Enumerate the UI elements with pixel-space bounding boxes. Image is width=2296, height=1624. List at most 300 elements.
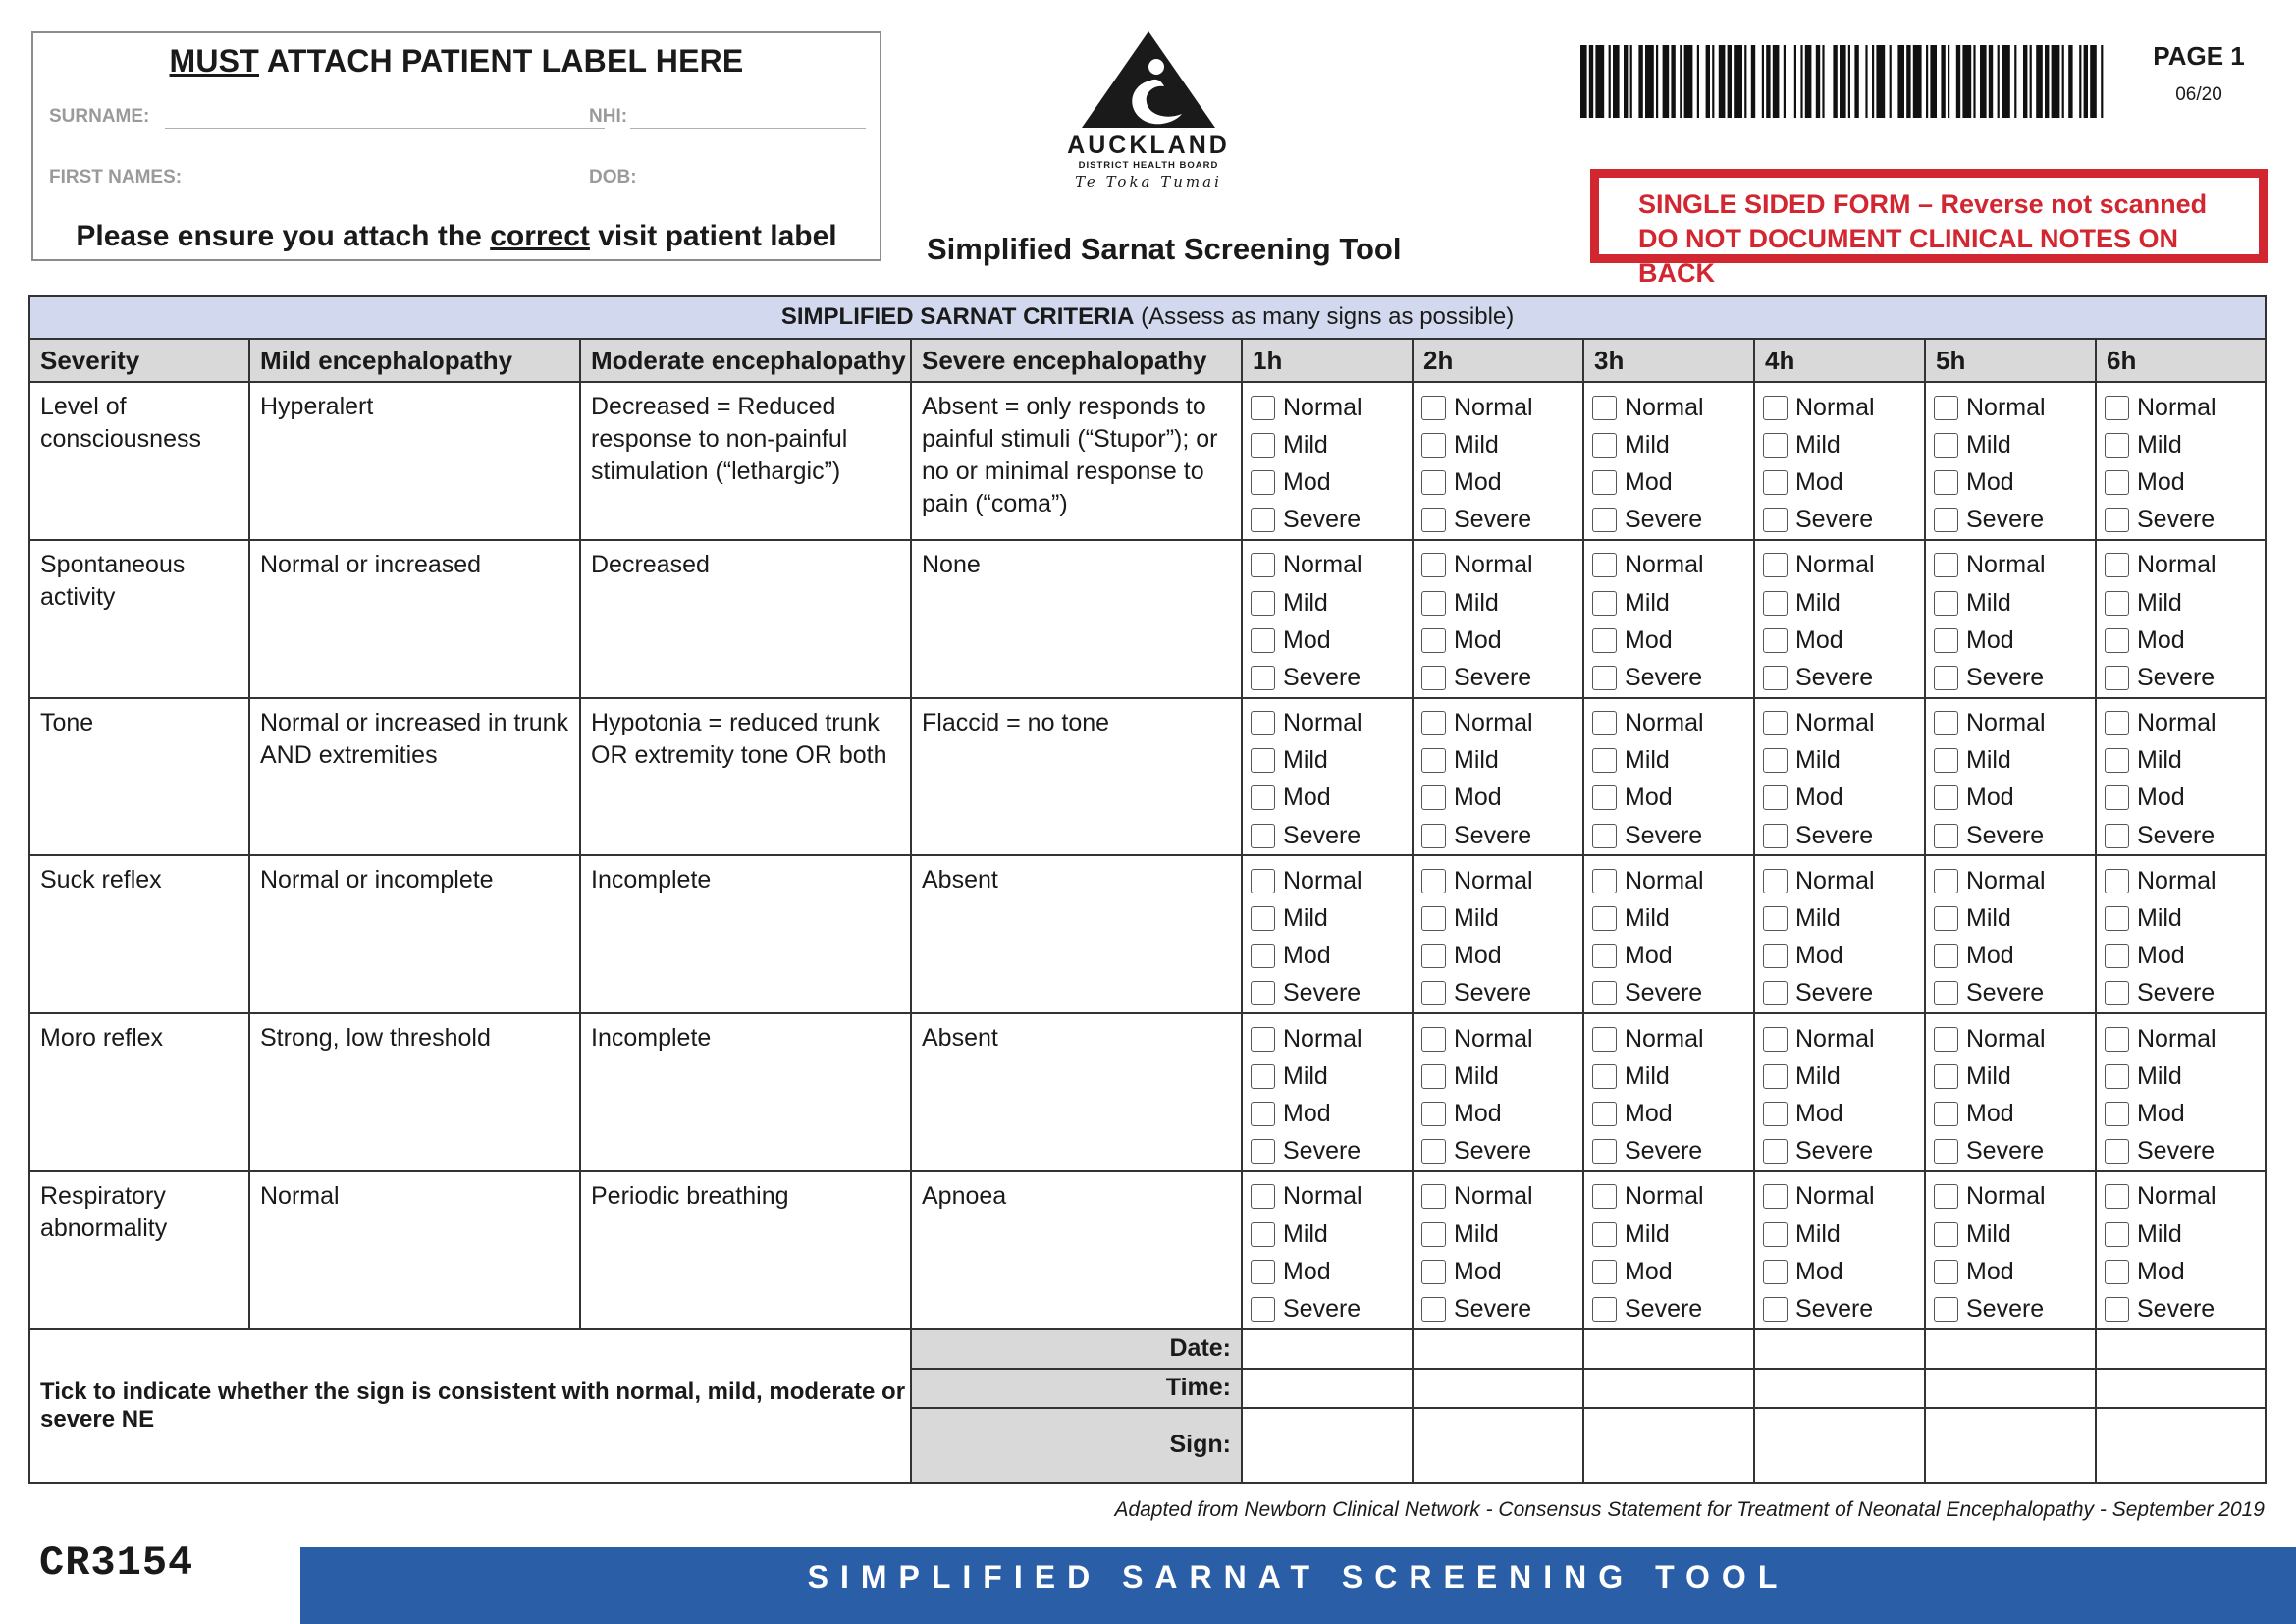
option-normal[interactable] <box>1763 389 1924 426</box>
checkbox[interactable] <box>2105 711 2129 735</box>
checkbox[interactable] <box>1763 628 1788 653</box>
option-mild[interactable] <box>1251 1216 1412 1253</box>
option-normal[interactable] <box>1421 862 1582 899</box>
checkbox[interactable] <box>1934 785 1958 810</box>
option-mild[interactable] <box>1592 426 1753 463</box>
option-mild[interactable] <box>1592 584 1753 622</box>
surname-field[interactable] <box>165 128 605 129</box>
checkbox[interactable] <box>1421 470 1446 495</box>
checkbox[interactable] <box>1763 748 1788 773</box>
checkbox[interactable] <box>1421 553 1446 577</box>
checkbox[interactable] <box>1592 628 1617 653</box>
option-mild[interactable] <box>2105 1216 2265 1253</box>
option-normal[interactable] <box>2105 862 2265 899</box>
checkbox[interactable] <box>1421 1139 1446 1164</box>
option-mild[interactable] <box>2105 1057 2265 1095</box>
option-mild[interactable] <box>1763 1057 1924 1095</box>
option-mod[interactable] <box>1934 463 2095 501</box>
checkbox[interactable] <box>1251 553 1275 577</box>
checkbox[interactable] <box>1251 824 1275 848</box>
option-severe[interactable] <box>1421 975 1582 1012</box>
option-mod[interactable] <box>1592 463 1753 501</box>
checkbox[interactable] <box>1421 1297 1446 1322</box>
option-severe[interactable] <box>1592 502 1753 539</box>
option-severe[interactable] <box>1763 975 1924 1012</box>
checkbox[interactable] <box>1934 869 1958 893</box>
checkbox[interactable] <box>1592 944 1617 968</box>
option-mod[interactable] <box>1421 463 1582 501</box>
checkbox[interactable] <box>1421 508 1446 532</box>
checkbox[interactable] <box>2105 396 2129 420</box>
checkbox[interactable] <box>2105 1102 2129 1126</box>
option-severe[interactable] <box>1934 1290 2095 1327</box>
sign-input-cell[interactable] <box>1242 1408 1413 1483</box>
option-severe[interactable] <box>1592 1290 1753 1327</box>
checkbox[interactable] <box>1251 1260 1275 1284</box>
checkbox[interactable] <box>1934 508 1958 532</box>
option-mod[interactable] <box>1251 1095 1412 1132</box>
checkbox[interactable] <box>2105 748 2129 773</box>
option-normal[interactable] <box>1763 547 1924 584</box>
option-mod[interactable] <box>1251 463 1412 501</box>
checkbox[interactable] <box>1934 906 1958 931</box>
checkbox[interactable] <box>1592 981 1617 1005</box>
option-mod[interactable] <box>2105 1253 2265 1290</box>
option-severe[interactable] <box>1763 817 1924 854</box>
option-severe[interactable] <box>2105 975 2265 1012</box>
option-severe[interactable] <box>1763 659 1924 696</box>
option-mod[interactable] <box>1421 780 1582 817</box>
option-mild[interactable] <box>1592 742 1753 780</box>
option-mod[interactable] <box>1592 938 1753 975</box>
checkbox[interactable] <box>1934 711 1958 735</box>
option-normal[interactable] <box>1934 389 2095 426</box>
checkbox[interactable] <box>1251 1102 1275 1126</box>
option-mild[interactable] <box>1421 426 1582 463</box>
checkbox[interactable] <box>2105 906 2129 931</box>
checkbox[interactable] <box>2105 785 2129 810</box>
checkbox[interactable] <box>1251 396 1275 420</box>
option-normal[interactable] <box>1934 705 2095 742</box>
checkbox[interactable] <box>1251 591 1275 616</box>
option-mod[interactable] <box>2105 622 2265 659</box>
checkbox[interactable] <box>2105 553 2129 577</box>
checkbox[interactable] <box>1934 433 1958 458</box>
option-normal[interactable] <box>1421 389 1582 426</box>
option-mod[interactable] <box>1763 463 1924 501</box>
checkbox[interactable] <box>1763 433 1788 458</box>
date-input-cell[interactable] <box>1925 1329 2096 1369</box>
checkbox[interactable] <box>1251 1184 1275 1209</box>
checkbox[interactable] <box>1421 396 1446 420</box>
checkbox[interactable] <box>1934 1260 1958 1284</box>
checkbox[interactable] <box>2105 1064 2129 1089</box>
checkbox[interactable] <box>1251 944 1275 968</box>
sign-input-cell[interactable] <box>1925 1408 2096 1483</box>
checkbox[interactable] <box>2105 470 2129 495</box>
option-mod[interactable] <box>1592 780 1753 817</box>
checkbox[interactable] <box>1592 1297 1617 1322</box>
checkbox[interactable] <box>1251 470 1275 495</box>
checkbox[interactable] <box>1592 1260 1617 1284</box>
option-normal[interactable] <box>1592 1178 1753 1216</box>
option-mild[interactable] <box>1592 1057 1753 1095</box>
option-mod[interactable] <box>1934 938 2095 975</box>
checkbox[interactable] <box>2105 1139 2129 1164</box>
checkbox[interactable] <box>1592 711 1617 735</box>
option-severe[interactable] <box>1763 1133 1924 1170</box>
checkbox[interactable] <box>1592 1139 1617 1164</box>
option-normal[interactable] <box>1251 705 1412 742</box>
option-mod[interactable] <box>1934 1253 2095 1290</box>
option-mod[interactable] <box>1763 622 1924 659</box>
option-normal[interactable] <box>2105 389 2265 426</box>
option-severe[interactable] <box>1421 502 1582 539</box>
time-input-cell[interactable] <box>1583 1369 1754 1408</box>
option-mild[interactable] <box>1251 742 1412 780</box>
checkbox[interactable] <box>1934 1297 1958 1322</box>
checkbox[interactable] <box>1251 785 1275 810</box>
checkbox[interactable] <box>1251 1139 1275 1164</box>
checkbox[interactable] <box>1934 470 1958 495</box>
option-normal[interactable] <box>1421 705 1582 742</box>
option-severe[interactable] <box>1251 817 1412 854</box>
checkbox[interactable] <box>2105 1297 2129 1322</box>
option-severe[interactable] <box>2105 1290 2265 1327</box>
option-normal[interactable] <box>1763 1178 1924 1216</box>
option-severe[interactable] <box>1763 1290 1924 1327</box>
time-input-cell[interactable] <box>1754 1369 1925 1408</box>
option-normal[interactable] <box>1934 1020 2095 1057</box>
checkbox[interactable] <box>1251 1064 1275 1089</box>
date-input-cell[interactable] <box>1242 1329 1413 1369</box>
option-mild[interactable] <box>1251 584 1412 622</box>
checkbox[interactable] <box>1763 1064 1788 1089</box>
checkbox[interactable] <box>1592 906 1617 931</box>
option-mild[interactable] <box>1251 1057 1412 1095</box>
checkbox[interactable] <box>1592 470 1617 495</box>
option-mild[interactable] <box>2105 899 2265 937</box>
option-severe[interactable] <box>1934 502 2095 539</box>
checkbox[interactable] <box>1763 906 1788 931</box>
checkbox[interactable] <box>1592 591 1617 616</box>
checkbox[interactable] <box>1421 1064 1446 1089</box>
checkbox[interactable] <box>1934 944 1958 968</box>
option-mild[interactable] <box>1763 584 1924 622</box>
checkbox[interactable] <box>1763 666 1788 690</box>
option-mild[interactable] <box>1592 1216 1753 1253</box>
checkbox[interactable] <box>1421 628 1446 653</box>
checkbox[interactable] <box>1421 869 1446 893</box>
checkbox[interactable] <box>2105 1260 2129 1284</box>
option-severe[interactable] <box>1421 1290 1582 1327</box>
checkbox[interactable] <box>1592 666 1617 690</box>
checkbox[interactable] <box>1934 396 1958 420</box>
checkbox[interactable] <box>2105 508 2129 532</box>
option-normal[interactable] <box>1251 1020 1412 1057</box>
checkbox[interactable] <box>1592 1184 1617 1209</box>
checkbox[interactable] <box>1763 981 1788 1005</box>
checkbox[interactable] <box>2105 869 2129 893</box>
date-input-cell[interactable] <box>2096 1329 2266 1369</box>
option-mild[interactable] <box>1251 899 1412 937</box>
checkbox[interactable] <box>1421 1027 1446 1052</box>
checkbox[interactable] <box>1934 628 1958 653</box>
checkbox[interactable] <box>1763 1297 1788 1322</box>
option-mild[interactable] <box>1934 1057 2095 1095</box>
option-severe[interactable] <box>2105 659 2265 696</box>
option-severe[interactable] <box>2105 502 2265 539</box>
option-mod[interactable] <box>1592 1253 1753 1290</box>
option-normal[interactable] <box>1934 862 2095 899</box>
option-mod[interactable] <box>1592 622 1753 659</box>
option-mild[interactable] <box>1592 899 1753 937</box>
option-mod[interactable] <box>1421 1095 1582 1132</box>
option-normal[interactable] <box>2105 1020 2265 1057</box>
option-mild[interactable] <box>1421 1057 1582 1095</box>
checkbox[interactable] <box>2105 1184 2129 1209</box>
option-mod[interactable] <box>1934 622 2095 659</box>
checkbox[interactable] <box>2105 628 2129 653</box>
option-mod[interactable] <box>1763 938 1924 975</box>
checkbox[interactable] <box>1934 1102 1958 1126</box>
option-mild[interactable] <box>1421 1216 1582 1253</box>
option-mod[interactable] <box>1421 938 1582 975</box>
option-mod[interactable] <box>2105 1095 2265 1132</box>
checkbox[interactable] <box>1763 824 1788 848</box>
nhi-field[interactable] <box>630 128 866 129</box>
option-mod[interactable] <box>2105 463 2265 501</box>
checkbox[interactable] <box>1421 433 1446 458</box>
checkbox[interactable] <box>1421 906 1446 931</box>
checkbox[interactable] <box>1592 1027 1617 1052</box>
date-input-cell[interactable] <box>1754 1329 1925 1369</box>
option-mod[interactable] <box>1592 1095 1753 1132</box>
checkbox[interactable] <box>1763 470 1788 495</box>
option-severe[interactable] <box>1592 659 1753 696</box>
checkbox[interactable] <box>1763 1102 1788 1126</box>
checkbox[interactable] <box>1763 396 1788 420</box>
checkbox[interactable] <box>2105 666 2129 690</box>
option-mod[interactable] <box>1251 1253 1412 1290</box>
option-severe[interactable] <box>1763 502 1924 539</box>
option-mod[interactable] <box>1421 1253 1582 1290</box>
checkbox[interactable] <box>1763 711 1788 735</box>
option-mod[interactable] <box>2105 780 2265 817</box>
option-mild[interactable] <box>1934 1216 2095 1253</box>
checkbox[interactable] <box>1251 981 1275 1005</box>
time-input-cell[interactable] <box>1925 1369 2096 1408</box>
sign-input-cell[interactable] <box>2096 1408 2266 1483</box>
checkbox[interactable] <box>1763 508 1788 532</box>
checkbox[interactable] <box>1763 944 1788 968</box>
sign-input-cell[interactable] <box>1754 1408 1925 1483</box>
checkbox[interactable] <box>1592 785 1617 810</box>
option-normal[interactable] <box>1251 547 1412 584</box>
checkbox[interactable] <box>1421 1222 1446 1247</box>
option-severe[interactable] <box>1934 1133 2095 1170</box>
checkbox[interactable] <box>1592 1102 1617 1126</box>
time-input-cell[interactable] <box>2096 1369 2266 1408</box>
checkbox[interactable] <box>1763 869 1788 893</box>
checkbox[interactable] <box>1251 628 1275 653</box>
checkbox[interactable] <box>1421 1184 1446 1209</box>
option-severe[interactable] <box>1592 1133 1753 1170</box>
option-normal[interactable] <box>1251 389 1412 426</box>
checkbox[interactable] <box>1421 1102 1446 1126</box>
checkbox[interactable] <box>1934 1222 1958 1247</box>
option-mild[interactable] <box>2105 584 2265 622</box>
checkbox[interactable] <box>1421 1260 1446 1284</box>
option-severe[interactable] <box>2105 817 2265 854</box>
option-normal[interactable] <box>2105 1178 2265 1216</box>
checkbox[interactable] <box>1421 944 1446 968</box>
option-normal[interactable] <box>1763 1020 1924 1057</box>
option-mild[interactable] <box>1763 899 1924 937</box>
checkbox[interactable] <box>1251 869 1275 893</box>
option-normal[interactable] <box>1421 547 1582 584</box>
checkbox[interactable] <box>1934 591 1958 616</box>
option-severe[interactable] <box>1934 975 2095 1012</box>
option-mod[interactable] <box>1251 622 1412 659</box>
checkbox[interactable] <box>1592 748 1617 773</box>
checkbox[interactable] <box>1421 748 1446 773</box>
option-normal[interactable] <box>1592 862 1753 899</box>
checkbox[interactable] <box>1763 1027 1788 1052</box>
option-normal[interactable] <box>1592 547 1753 584</box>
checkbox[interactable] <box>1934 553 1958 577</box>
checkbox[interactable] <box>1251 1297 1275 1322</box>
checkbox[interactable] <box>1421 666 1446 690</box>
checkbox[interactable] <box>1763 1139 1788 1164</box>
option-mod[interactable] <box>1251 938 1412 975</box>
checkbox[interactable] <box>1934 1184 1958 1209</box>
checkbox[interactable] <box>2105 981 2129 1005</box>
option-mod[interactable] <box>1763 1253 1924 1290</box>
checkbox[interactable] <box>2105 433 2129 458</box>
checkbox[interactable] <box>1592 1064 1617 1089</box>
checkbox[interactable] <box>2105 591 2129 616</box>
option-mild[interactable] <box>1421 899 1582 937</box>
option-mod[interactable] <box>2105 938 2265 975</box>
checkbox[interactable] <box>1934 1139 1958 1164</box>
option-normal[interactable] <box>1592 1020 1753 1057</box>
option-normal[interactable] <box>1251 862 1412 899</box>
sign-input-cell[interactable] <box>1583 1408 1754 1483</box>
option-severe[interactable] <box>1251 975 1412 1012</box>
option-normal[interactable] <box>2105 547 2265 584</box>
checkbox[interactable] <box>1251 666 1275 690</box>
checkbox[interactable] <box>1251 906 1275 931</box>
checkbox[interactable] <box>2105 1222 2129 1247</box>
option-normal[interactable] <box>1251 1178 1412 1216</box>
checkbox[interactable] <box>1934 748 1958 773</box>
checkbox[interactable] <box>1592 553 1617 577</box>
time-input-cell[interactable] <box>1242 1369 1413 1408</box>
option-mild[interactable] <box>1421 584 1582 622</box>
option-severe[interactable] <box>1592 817 1753 854</box>
option-severe[interactable] <box>1251 659 1412 696</box>
option-normal[interactable] <box>1421 1020 1582 1057</box>
checkbox[interactable] <box>1251 711 1275 735</box>
option-mild[interactable] <box>1763 426 1924 463</box>
checkbox[interactable] <box>1421 785 1446 810</box>
checkbox[interactable] <box>2105 1027 2129 1052</box>
option-severe[interactable] <box>1251 1133 1412 1170</box>
checkbox[interactable] <box>1251 508 1275 532</box>
checkbox[interactable] <box>1934 1027 1958 1052</box>
option-normal[interactable] <box>1934 547 2095 584</box>
date-input-cell[interactable] <box>1583 1329 1754 1369</box>
option-mild[interactable] <box>1934 899 2095 937</box>
option-mild[interactable] <box>1934 426 2095 463</box>
checkbox[interactable] <box>1934 666 1958 690</box>
option-normal[interactable] <box>1934 1178 2095 1216</box>
option-mod[interactable] <box>1421 622 1582 659</box>
option-mod[interactable] <box>1251 780 1412 817</box>
option-severe[interactable] <box>1251 1290 1412 1327</box>
option-mild[interactable] <box>1934 584 2095 622</box>
option-mild[interactable] <box>1934 742 2095 780</box>
option-severe[interactable] <box>1934 659 2095 696</box>
checkbox[interactable] <box>1251 748 1275 773</box>
time-input-cell[interactable] <box>1413 1369 1583 1408</box>
option-mod[interactable] <box>1934 780 2095 817</box>
checkbox[interactable] <box>1592 869 1617 893</box>
checkbox[interactable] <box>1592 396 1617 420</box>
checkbox[interactable] <box>1251 433 1275 458</box>
option-normal[interactable] <box>1592 389 1753 426</box>
option-normal[interactable] <box>1763 862 1924 899</box>
checkbox[interactable] <box>1592 508 1617 532</box>
date-input-cell[interactable] <box>1413 1329 1583 1369</box>
option-mild[interactable] <box>2105 742 2265 780</box>
checkbox[interactable] <box>1763 785 1788 810</box>
checkbox[interactable] <box>1592 824 1617 848</box>
checkbox[interactable] <box>1763 1260 1788 1284</box>
checkbox[interactable] <box>1421 981 1446 1005</box>
checkbox[interactable] <box>1251 1027 1275 1052</box>
option-severe[interactable] <box>1592 975 1753 1012</box>
option-normal[interactable] <box>1592 705 1753 742</box>
option-mild[interactable] <box>1251 426 1412 463</box>
checkbox[interactable] <box>1421 824 1446 848</box>
checkbox[interactable] <box>1592 433 1617 458</box>
checkbox[interactable] <box>1763 1184 1788 1209</box>
checkbox[interactable] <box>1763 553 1788 577</box>
checkbox[interactable] <box>1763 591 1788 616</box>
option-severe[interactable] <box>1421 1133 1582 1170</box>
checkbox[interactable] <box>1934 1064 1958 1089</box>
option-mod[interactable] <box>1763 1095 1924 1132</box>
option-severe[interactable] <box>1421 817 1582 854</box>
option-severe[interactable] <box>2105 1133 2265 1170</box>
option-mod[interactable] <box>1763 780 1924 817</box>
option-mild[interactable] <box>1421 742 1582 780</box>
checkbox[interactable] <box>1251 1222 1275 1247</box>
option-normal[interactable] <box>2105 705 2265 742</box>
option-mild[interactable] <box>1763 1216 1924 1253</box>
option-mild[interactable] <box>2105 426 2265 463</box>
checkbox[interactable] <box>2105 824 2129 848</box>
checkbox[interactable] <box>1934 824 1958 848</box>
checkbox[interactable] <box>1934 981 1958 1005</box>
option-normal[interactable] <box>1421 1178 1582 1216</box>
checkbox[interactable] <box>1763 1222 1788 1247</box>
checkbox[interactable] <box>1421 711 1446 735</box>
sign-input-cell[interactable] <box>1413 1408 1583 1483</box>
option-severe[interactable] <box>1421 659 1582 696</box>
